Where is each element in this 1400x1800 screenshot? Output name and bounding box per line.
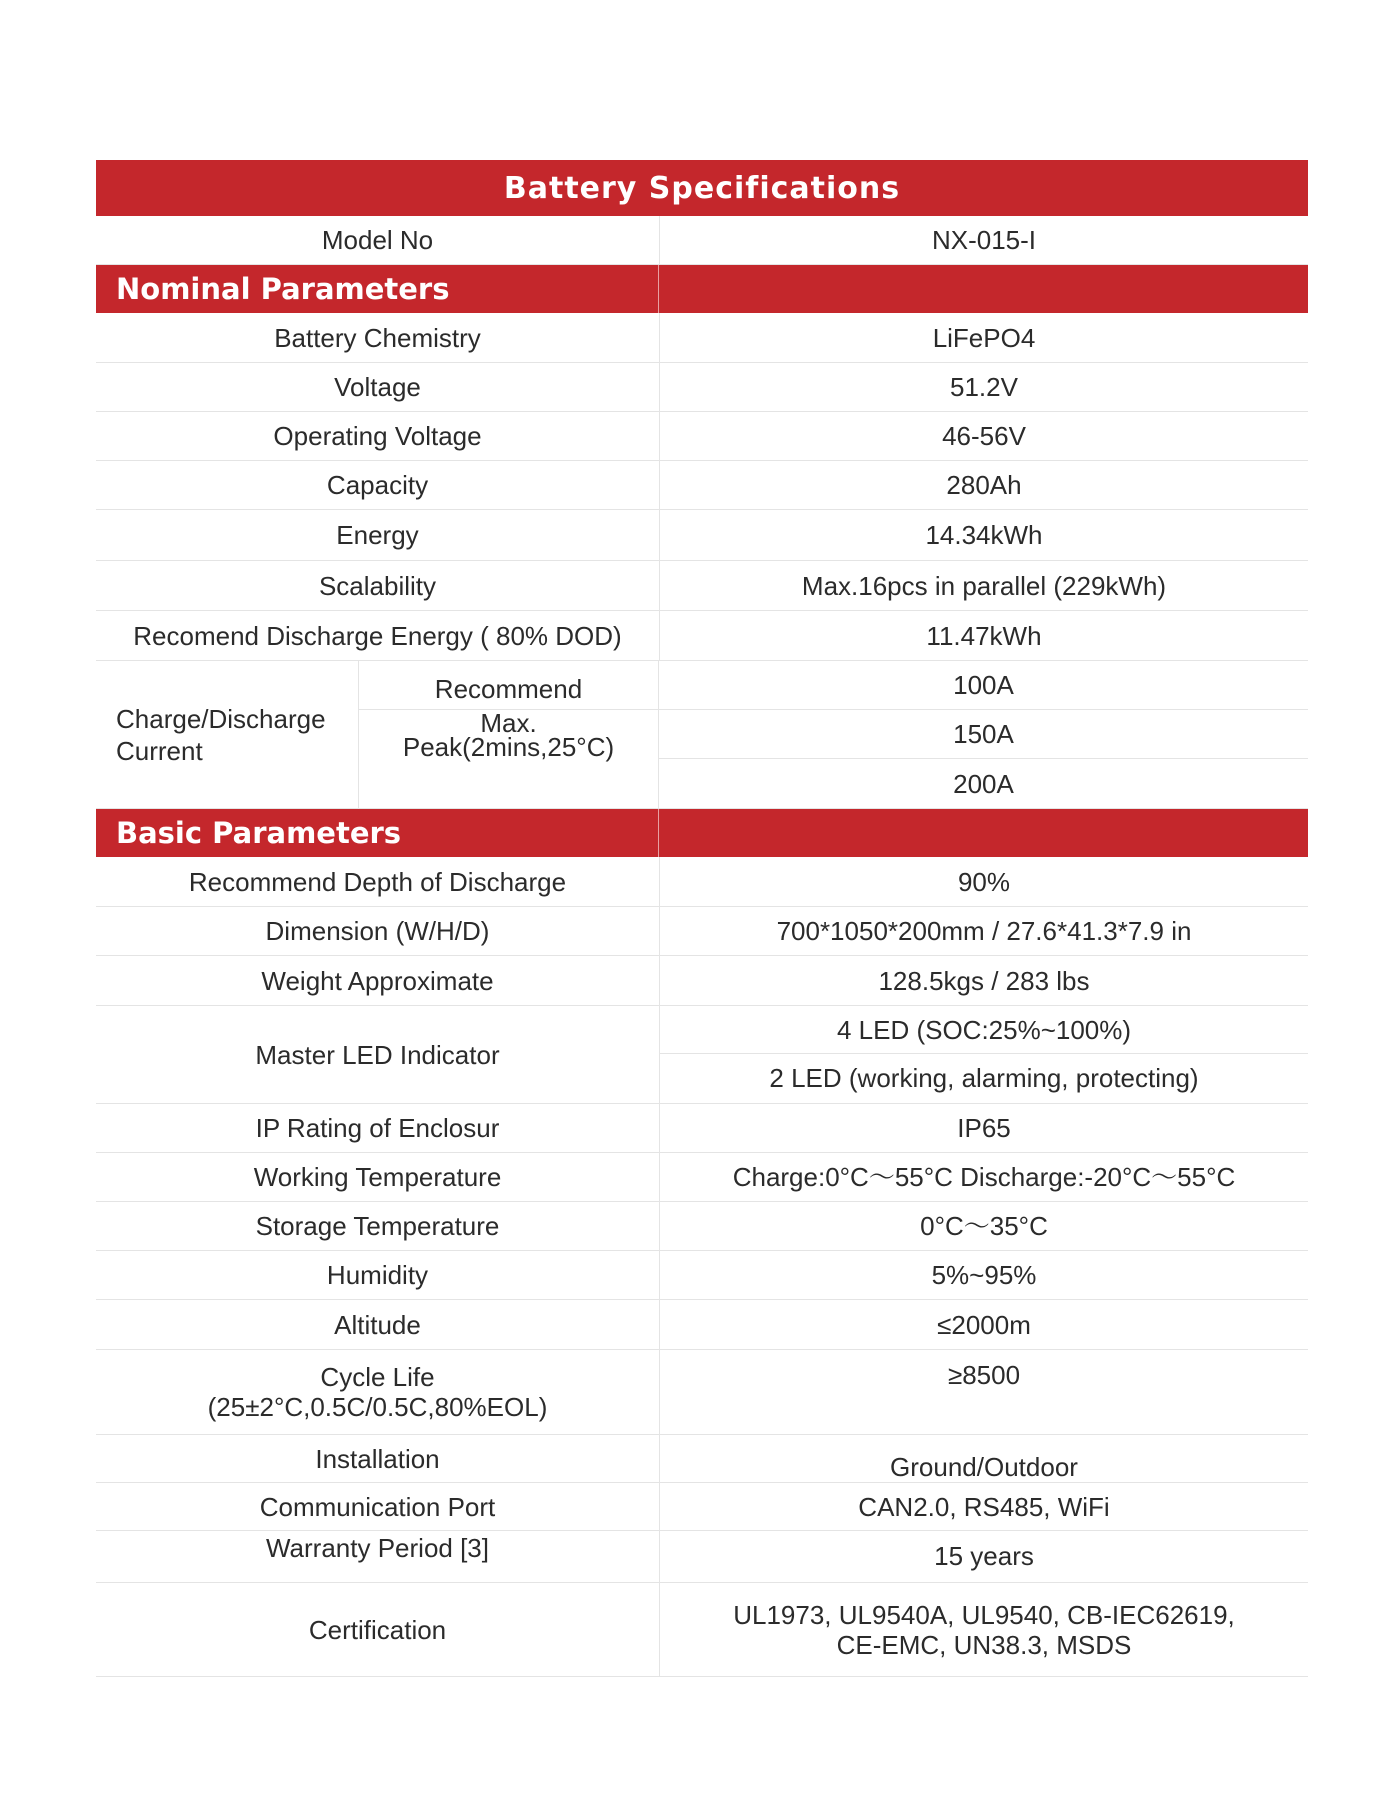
- spec-row: [96, 561, 1308, 611]
- spec-label: Operating Voltage: [96, 412, 660, 460]
- spec-label: IP Rating of Enclosur: [96, 1104, 660, 1152]
- spec-value: 15 years: [934, 1540, 1034, 1571]
- spec-value: 51.2V: [950, 372, 1018, 402]
- spec-sublabel-recommend: Recommend: [359, 661, 658, 710]
- spec-sublabel-max: Max.: [480, 707, 537, 738]
- spec-value: IP65: [957, 1113, 1011, 1143]
- page-title: Battery Specifications: [96, 160, 1308, 216]
- spec-label-line: (25±2°C,0.5C/0.5C,80%EOL): [207, 1392, 548, 1422]
- spec-label: Working Temperature: [96, 1153, 660, 1201]
- spec-row: [96, 363, 1308, 412]
- spec-value: 4 LED (SOC:25%~100%): [660, 1006, 1308, 1054]
- spec-label: Installation: [96, 1435, 659, 1483]
- spec-label: Communication Port: [96, 1483, 659, 1531]
- spec-value-line: CE-EMC, UN38.3, MSDS: [836, 1629, 1132, 1660]
- spec-label: Storage Temperature: [96, 1202, 660, 1250]
- spec-value-line: UL1973, UL9540A, UL9540, CB-IEC62619,: [733, 1599, 1235, 1630]
- spec-value: 90%: [957, 866, 1011, 897]
- spec-row-led: [96, 1006, 1308, 1104]
- spec-value: 200A: [953, 768, 1014, 799]
- spec-row: [96, 956, 1308, 1006]
- spec-row: [96, 313, 1308, 363]
- spec-sublabel-peak-time: Peak(2mins,25°C): [402, 731, 615, 762]
- spec-row: [96, 461, 1308, 510]
- spec-label: Weight Approximate: [96, 956, 660, 1005]
- spec-label: Dimension (W/H/D): [96, 907, 660, 955]
- spec-label: Battery Chemistry: [96, 313, 660, 362]
- section-title: Basic Parameters: [96, 809, 659, 857]
- spec-row: [96, 1153, 1308, 1202]
- spec-value: 14.34kWh: [925, 520, 1043, 550]
- spec-row-certification: [96, 1583, 1308, 1677]
- spec-row: [96, 1251, 1308, 1300]
- spec-value: 700*1050*200mm / 27.6*41.3*7.9 in: [776, 916, 1192, 946]
- spec-sublabel-peak: [359, 707, 658, 762]
- spec-label-line: Cycle Life: [320, 1362, 435, 1392]
- spec-value: 46-56V: [942, 421, 1026, 451]
- spec-label: Humidity: [96, 1251, 660, 1299]
- spec-label: Energy: [96, 510, 660, 560]
- spec-row: [96, 510, 1308, 561]
- spec-value: NX-015-I: [931, 225, 1037, 255]
- spec-label: Model No: [96, 216, 660, 264]
- spec-label: Voltage: [96, 363, 660, 411]
- spec-sheet: [96, 160, 1308, 1677]
- spec-label: Recommend Depth of Discharge: [96, 857, 660, 906]
- spec-value: 11.47kWh: [926, 620, 1042, 651]
- spec-value: 5%~95%: [931, 1260, 1037, 1290]
- spec-row: [96, 1202, 1308, 1251]
- spec-value: 150A: [659, 710, 1308, 759]
- spec-row: [96, 907, 1308, 956]
- spec-label: Recomend Discharge Energy ( 80% DOD): [96, 611, 660, 660]
- spec-value: CAN2.0, RS485, WiFi: [660, 1483, 1308, 1531]
- spec-value: Charge:0°C〜55°C Discharge:-20°C〜55°C: [732, 1162, 1236, 1192]
- spec-value: Ground/Outdoor: [660, 1435, 1308, 1483]
- spec-value: [660, 1583, 1308, 1676]
- spec-row: [96, 1104, 1308, 1153]
- spec-value: Max.16pcs in parallel (229kWh): [801, 570, 1167, 601]
- spec-label: Charge/Discharge Current: [96, 661, 359, 808]
- spec-label: Altitude: [96, 1300, 660, 1349]
- spec-row-model: [96, 216, 1308, 265]
- spec-row: [96, 857, 1308, 907]
- spec-row-cycle-life: [96, 1350, 1308, 1435]
- spec-label: Master LED Indicator: [255, 1039, 500, 1070]
- spec-value: LiFePO4: [932, 322, 1036, 353]
- section-header-basic: [96, 809, 1308, 857]
- spec-value: 2 LED (working, alarming, protecting): [769, 1063, 1199, 1093]
- spec-label: Warranty Period [3]: [265, 1533, 489, 1563]
- spec-value: 100A: [659, 661, 1308, 710]
- spec-label: Capacity: [96, 461, 660, 509]
- spec-row-current: [96, 661, 1308, 809]
- spec-value: ≤2000m: [937, 1309, 1031, 1340]
- spec-label: Scalability: [96, 561, 660, 610]
- spec-row: [96, 1300, 1308, 1350]
- spec-label: Certification: [96, 1583, 660, 1676]
- spec-row: [96, 412, 1308, 461]
- spec-row-install: [96, 1435, 1308, 1583]
- spec-value: 280Ah: [946, 470, 1022, 500]
- spec-row: [96, 611, 1308, 661]
- spec-value: 0°C〜35°C: [920, 1211, 1048, 1241]
- spec-label: [96, 1350, 660, 1434]
- spec-value: ≥8500: [947, 1360, 1021, 1390]
- section-title: Nominal Parameters: [96, 265, 659, 313]
- spec-value: 128.5kgs / 283 lbs: [878, 965, 1090, 996]
- section-header-nominal: [96, 265, 1308, 313]
